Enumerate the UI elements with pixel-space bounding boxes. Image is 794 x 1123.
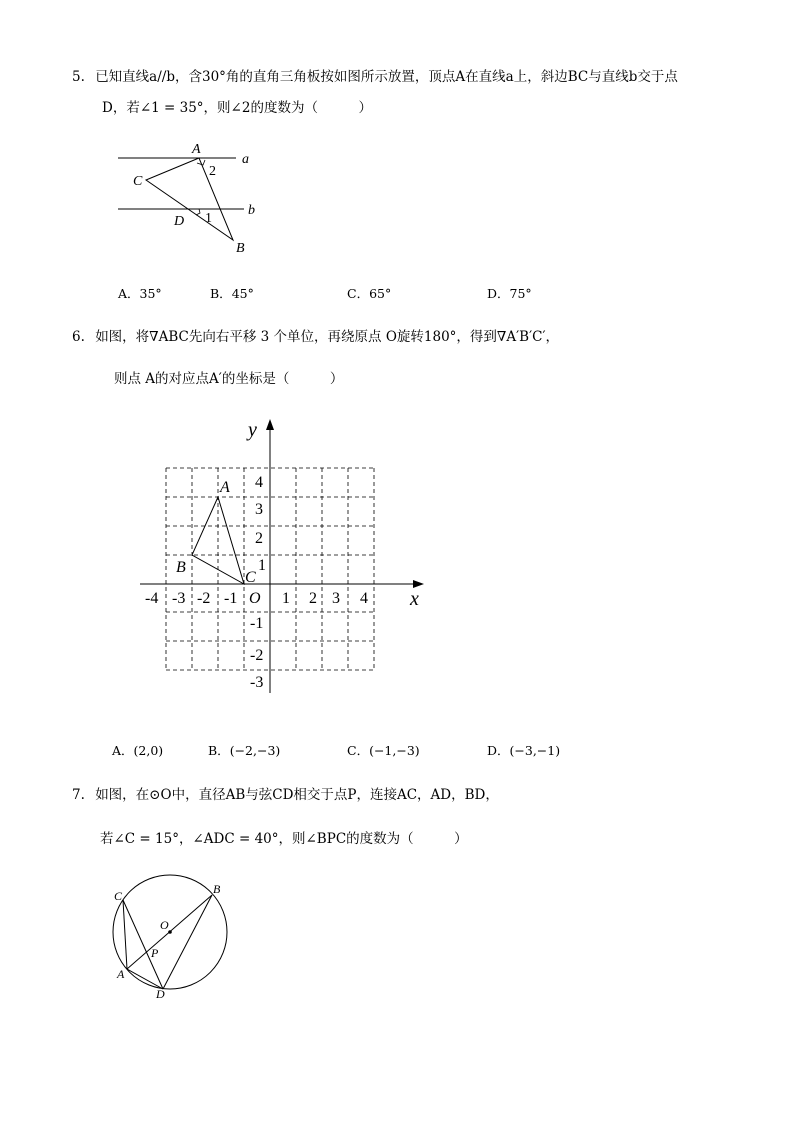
q6-number: 6. bbox=[72, 329, 85, 345]
q7-label-B: B bbox=[213, 882, 221, 896]
q6-ytick: 2 bbox=[255, 530, 263, 547]
q7-label-C: C bbox=[114, 889, 123, 903]
q6-label-A: A bbox=[220, 479, 230, 496]
q6-ytick: 3 bbox=[255, 501, 263, 518]
q6-option-b[interactable]: B．(−2,−3) bbox=[208, 743, 281, 758]
q6-option-c[interactable]: C．(−1,−3) bbox=[347, 743, 420, 758]
q6-label-O: O bbox=[249, 590, 261, 607]
q5-number: 5. bbox=[72, 69, 85, 85]
q7-text-1: 如图，在⊙O中，直径AB与弦CD相交于点P，连接AC，AD，BD， bbox=[95, 787, 499, 803]
q7-segment-bd bbox=[163, 895, 212, 989]
q6-xtick: -3 bbox=[172, 590, 186, 607]
q6-option-a[interactable]: A．(2,0) bbox=[112, 743, 164, 758]
q5-option-c[interactable]: C．65° bbox=[347, 286, 392, 301]
q6-text-1: 如图，将∇ABC先向右平移 3 个单位，再绕原点 O旋转180°，得到∇A′B′C′， bbox=[95, 329, 560, 345]
q7-number: 7. bbox=[72, 787, 85, 803]
q7-center-dot bbox=[168, 930, 172, 934]
q7-label-D: D bbox=[156, 987, 165, 1001]
q7-text-2: 若∠C = 15°，∠ADC = 40°，则∠BPC的度数为（ ） bbox=[100, 831, 468, 847]
q6-xtick: 2 bbox=[309, 590, 317, 607]
q5-label-C: C bbox=[133, 174, 143, 189]
q7-label-P: P bbox=[151, 946, 159, 960]
q6-xtick: 1 bbox=[282, 590, 290, 607]
q5-label-b: b bbox=[248, 203, 255, 218]
q5-label-1: 1 bbox=[205, 211, 212, 226]
q6-ytick: 1 bbox=[258, 557, 266, 574]
q6-xtick: 3 bbox=[332, 590, 340, 607]
q5-label-A: A bbox=[192, 142, 201, 157]
q5-label-2: 2 bbox=[209, 164, 216, 179]
q5-label-a: a bbox=[242, 152, 249, 167]
q5-label-D: D bbox=[174, 214, 185, 229]
q5-option-d[interactable]: D．75° bbox=[487, 286, 532, 301]
q6-xtick: -1 bbox=[224, 590, 238, 607]
q6-label-B: B bbox=[176, 559, 186, 576]
q7-segment-ac bbox=[123, 900, 127, 969]
q7-chord-cd bbox=[123, 900, 163, 989]
q6-xtick: -4 bbox=[145, 590, 159, 607]
q6-ytick: -2 bbox=[250, 647, 264, 664]
q6-xtick: 4 bbox=[360, 590, 368, 607]
q5-text-1: 已知直线a//b，含30°角的直角三角板按如图所示放置，顶点A在直线a上，斜边BC与直线b交于点 bbox=[95, 69, 678, 85]
q6-option-d[interactable]: D．(−3,−1) bbox=[487, 743, 561, 758]
q6-xtick: -2 bbox=[197, 590, 211, 607]
q5-option-b[interactable]: B．45° bbox=[210, 286, 254, 301]
q7-segment-ad bbox=[127, 969, 163, 989]
q7-label-O: O bbox=[160, 918, 169, 932]
q6-ytick: -1 bbox=[250, 615, 264, 632]
q5-option-a[interactable]: A．35° bbox=[118, 286, 162, 301]
q5-text-2: D，若∠1 = 35°，则∠2的度数为（ ） bbox=[102, 100, 372, 116]
q6-label-x: x bbox=[410, 588, 419, 610]
q6-label-C: C bbox=[245, 569, 256, 586]
q6-label-y: y bbox=[248, 419, 257, 441]
q5-label-B: B bbox=[236, 241, 245, 256]
q7-label-A: A bbox=[117, 967, 125, 981]
q6-ytick: 4 bbox=[255, 474, 263, 491]
q6-ytick: -3 bbox=[250, 674, 264, 691]
q6-text-2: 则点 A的对应点A′的坐标是（ ） bbox=[114, 371, 344, 387]
